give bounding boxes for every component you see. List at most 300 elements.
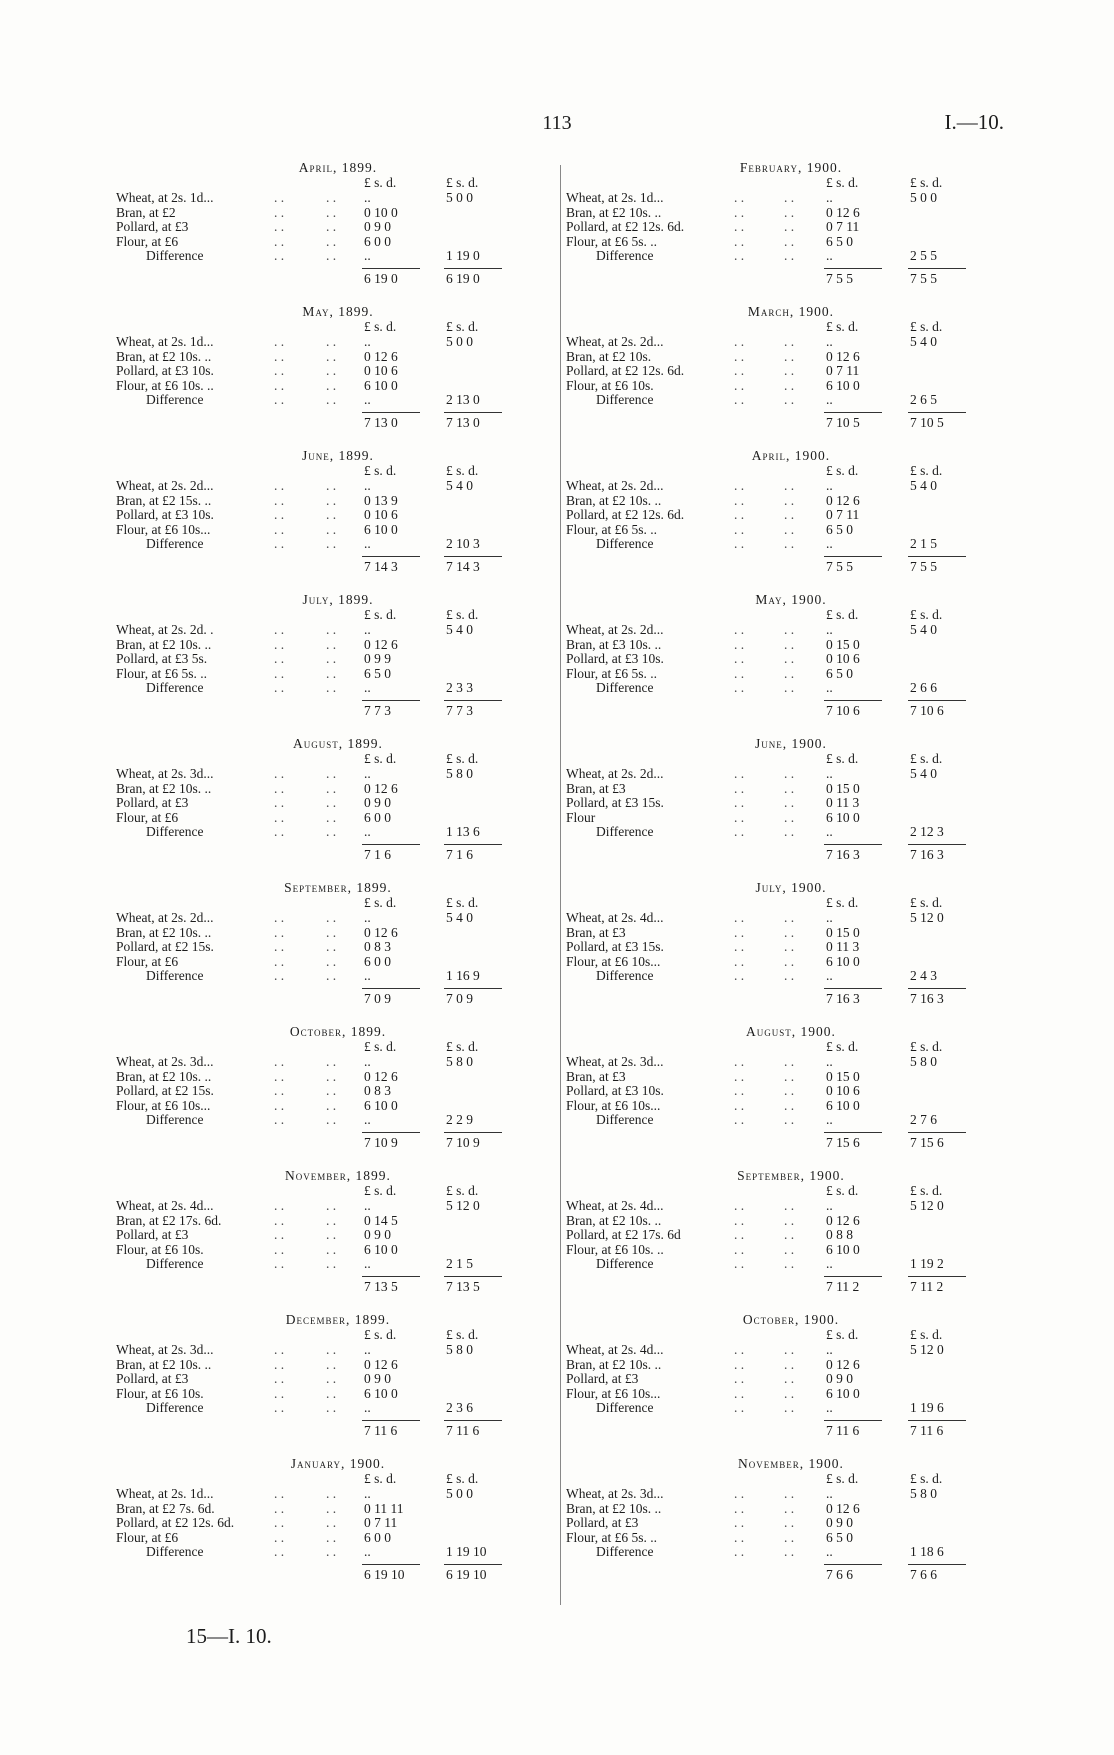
month-block [116,1024,560,1168]
item-label: Wheat, at 2s. 3d... [116,766,214,781]
leader-dots: . . [326,1500,337,1516]
item-label: Pollard, at £3 10s. [566,651,664,666]
item-label: Difference [146,680,204,695]
item-label: Bran, at £2 15s. .. [116,492,212,508]
currency-header: £ s. d. [826,895,859,910]
leader-dots: . . [734,1486,745,1501]
amount-cell: 6 5 0 [826,665,853,681]
leader-dots: . . [274,204,285,220]
leader-dots: . . [274,363,285,378]
leader-dots: . . [274,478,285,493]
currency-header: £ s. d. [910,1183,943,1198]
leader-dots: . . [784,507,795,522]
amount-cell: .. [364,680,371,695]
month-block [116,448,560,592]
leader-dots: . . [784,1544,795,1559]
amount-cell: 0 11 3 [826,795,860,810]
leader-dots: . . [326,1054,337,1069]
amount-cell: .. [826,1544,833,1559]
total-cell: 7 16 3 [826,991,860,1006]
table-row [566,1112,1016,1128]
amount-cell: 1 19 2 [910,1256,944,1271]
currency-header: £ s. d. [910,175,943,190]
leader-dots: . . [734,680,745,695]
leader-dots: . . [784,1112,795,1127]
item-label: Wheat, at 2s. 1d... [116,1486,214,1501]
amount-cell: .. [364,1544,371,1559]
sum-rule [444,1420,502,1421]
leader-dots: . . [274,665,285,681]
table-row [116,392,560,408]
leader-dots: . . [274,392,285,407]
leader-dots: . . [274,680,285,695]
total-cell: 7 5 5 [826,271,853,286]
amount-cell: 5 12 0 [910,1198,944,1213]
item-label: Wheat, at 2s. 4d... [566,1342,664,1357]
table-row [116,248,560,264]
leader-dots: . . [734,636,745,652]
amount-cell: 2 13 0 [446,392,480,407]
amount-cell: 0 12 6 [364,1356,398,1372]
table-row [116,968,560,984]
leader-dots: . . [274,924,285,940]
leader-dots: . . [326,1241,337,1257]
month-title: February, 1900. [739,160,843,175]
amount-cell: 0 8 8 [826,1227,853,1242]
leader-dots: . . [326,1083,337,1098]
amount-cell: 0 7 11 [364,1515,398,1530]
leader-dots: . . [784,795,795,810]
amount-cell: 5 0 0 [446,1486,473,1501]
leader-dots: . . [326,233,337,249]
leader-dots: . . [274,636,285,652]
amount-cell: .. [364,248,371,263]
amount-cell: 5 12 0 [910,1342,944,1357]
total-cell: 7 10 9 [364,1135,398,1150]
total-cell: 7 14 3 [364,559,398,574]
total-cell: 7 11 6 [826,1423,860,1438]
leader-dots: . . [274,1256,285,1271]
amount-cell: 0 10 0 [364,204,398,220]
leader-dots: . . [784,1054,795,1069]
leader-dots: . . [274,190,285,205]
leader-dots: . . [734,219,745,234]
item-label: Bran, at £2 10s. .. [116,636,212,652]
amount-cell: .. [364,824,371,839]
amount-cell: .. [826,334,833,349]
month-title: May, 1899. [302,304,374,319]
item-label: Bran, at £2 10s. .. [116,924,212,940]
item-label: Bran, at £3 [566,1068,626,1084]
currency-header: £ s. d. [826,463,859,478]
leader-dots: . . [274,1515,285,1530]
month-block [116,1312,560,1456]
currency-header: £ s. d. [364,1327,397,1342]
amount-cell: 5 8 0 [446,1342,473,1357]
month-block [566,880,1016,1024]
amount-cell: 0 7 11 [826,507,860,522]
amount-cell: 1 13 6 [446,824,480,839]
currency-header: £ s. d. [446,751,479,766]
leader-dots: . . [326,1515,337,1530]
item-label: Flour, at £6 10s... [566,1097,661,1113]
leader-dots: . . [274,1054,285,1069]
currency-header: £ s. d. [826,1183,859,1198]
total-cell: 7 1 6 [364,847,391,862]
leader-dots: . . [326,766,337,781]
amount-cell: 0 9 0 [364,219,391,234]
leader-dots: . . [734,363,745,378]
amount-cell: .. [826,824,833,839]
leader-dots: . . [734,1515,745,1530]
item-label: Pollard, at £2 15s. [116,939,214,954]
item-label: Bran, at £3 [566,780,626,796]
sum-rule [908,268,966,269]
leader-dots: . . [784,1371,795,1386]
amount-cell: .. [826,1486,833,1501]
item-label: Pollard, at £3 10s. [116,507,214,522]
leader-dots: . . [326,1068,337,1084]
amount-cell: .. [826,622,833,637]
table-row [116,536,560,552]
leader-dots: . . [326,492,337,508]
item-label: Bran, at £3 10s. .. [566,636,662,652]
amount-cell: 5 0 0 [446,334,473,349]
sum-rule [824,1276,882,1277]
table-row [116,1112,560,1128]
amount-cell: .. [364,334,371,349]
leader-dots: . . [734,1529,745,1545]
amount-cell: .. [826,478,833,493]
month-title: August, 1899. [293,736,383,751]
item-label: Flour, at £6 10s... [566,1385,661,1401]
sum-rule [908,1132,966,1133]
month-title: October, 1899. [289,1024,387,1039]
month-title: December, 1899. [285,1312,391,1327]
leader-dots: . . [326,968,337,983]
amount-cell: 0 9 0 [364,795,391,810]
table-row [116,824,560,840]
leader-dots: . . [274,939,285,954]
leader-dots: . . [784,1068,795,1084]
month-title: July, 1900. [755,880,827,895]
leader-dots: . . [784,1500,795,1516]
amount-cell: 1 18 6 [910,1544,944,1559]
leader-dots: . . [274,968,285,983]
currency-header: £ s. d. [446,463,479,478]
amount-cell: .. [364,1198,371,1213]
leader-dots: . . [734,1241,745,1257]
leader-dots: . . [734,622,745,637]
leader-dots: . . [784,766,795,781]
item-label: Pollard, at £3 5s. [116,651,208,666]
leader-dots: . . [784,392,795,407]
leader-dots: . . [274,809,285,825]
amount-cell: .. [826,1112,833,1127]
leader-dots: . . [326,1400,337,1415]
leader-dots: . . [734,651,745,666]
currency-header: £ s. d. [364,1039,397,1054]
total-cell: 7 7 3 [446,703,473,718]
total-cell: 7 5 5 [910,271,937,286]
item-label: Wheat, at 2s. 3d... [566,1486,664,1501]
amount-cell: .. [364,536,371,551]
sum-rule [908,844,966,845]
leader-dots: . . [734,1112,745,1127]
item-label: Wheat, at 2s. 2d... [116,910,214,925]
sum-rule [444,556,502,557]
leader-dots: . . [326,478,337,493]
document-code: I.—10. [944,110,1004,134]
month-title: July, 1899. [302,592,374,607]
currency-header: £ s. d. [364,607,397,622]
item-label: Pollard, at £2 12s. 6d. [566,219,685,234]
sum-rule [908,988,966,989]
item-label: Wheat, at 2s. 4d... [566,910,664,925]
leader-dots: . . [274,219,285,234]
sum-rule [824,412,882,413]
leader-dots: . . [734,1083,745,1098]
item-label: Pollard, at £3 [566,1515,639,1530]
amount-cell: 6 10 0 [826,953,860,969]
amount-cell: 0 14 5 [364,1212,398,1228]
month-title: January, 1900. [290,1456,386,1471]
month-title: June, 1899. [302,448,374,463]
currency-header: £ s. d. [446,607,479,622]
amount-cell: 5 12 0 [446,1198,480,1213]
leader-dots: . . [784,924,795,940]
leader-dots: . . [274,766,285,781]
leader-dots: . . [734,809,745,825]
leader-dots: . . [784,910,795,925]
total-cell: 7 14 3 [446,559,480,574]
item-label: Difference [596,1544,654,1559]
currency-header: £ s. d. [364,463,397,478]
currency-header: £ s. d. [364,1471,397,1486]
amount-cell: 0 9 0 [826,1515,853,1530]
leader-dots: . . [326,1256,337,1271]
leader-dots: . . [274,1068,285,1084]
leader-dots: . . [734,968,745,983]
leader-dots: . . [274,795,285,810]
leader-dots: . . [734,665,745,681]
total-cell: 7 11 6 [910,1423,944,1438]
leader-dots: . . [274,1083,285,1098]
leader-dots: . . [734,1371,745,1386]
item-label: Flour, at £6 5s. .. [566,521,657,537]
leader-dots: . . [734,521,745,537]
item-label: Pollard, at £3 15s. [566,795,664,810]
leader-dots: . . [734,1198,745,1213]
amount-cell: 5 4 0 [446,910,473,925]
amount-cell: .. [364,478,371,493]
month-title: November, 1900. [738,1456,844,1471]
right-column [566,160,1016,1600]
amount-cell: 1 16 9 [446,968,480,983]
month-title: October, 1900. [742,1312,840,1327]
amount-cell: 0 9 0 [364,1371,391,1386]
item-label: Wheat, at 2s. 3d... [566,1054,664,1069]
sum-rule [362,700,420,701]
item-label: Bran, at £2 17s. 6d. [116,1212,222,1228]
item-label: Bran, at £2 [116,204,176,220]
amount-cell: .. [826,248,833,263]
leader-dots: . . [326,363,337,378]
month-title: June, 1900. [755,736,827,751]
leader-dots: . . [734,780,745,796]
leader-dots: . . [734,1097,745,1113]
month-title: August, 1900. [746,1024,836,1039]
amount-cell: .. [364,392,371,407]
leader-dots: . . [274,334,285,349]
amount-cell: 6 10 0 [364,1097,398,1113]
total-cell: 7 7 3 [364,703,391,718]
item-label: Flour, at £6 5s. .. [566,665,657,681]
month-title: May, 1900. [755,592,827,607]
item-label: Pollard, at £2 17s. 6d [566,1227,681,1242]
leader-dots: . . [784,1486,795,1501]
amount-cell: 1 19 10 [446,1544,487,1559]
item-label: Pollard, at £3 10s. [116,363,214,378]
leader-dots: . . [784,1356,795,1372]
amount-cell: 0 12 6 [826,1212,860,1228]
total-cell: 7 10 9 [446,1135,480,1150]
amount-cell: 0 12 6 [364,1068,398,1084]
leader-dots: . . [274,377,285,393]
amount-cell: 5 0 0 [910,190,937,205]
currency-header: £ s. d. [364,895,397,910]
item-label: Bran, at £2 10s. .. [566,204,662,220]
sum-rule [362,844,420,845]
amount-cell: 2 12 3 [910,824,944,839]
currency-header: £ s. d. [826,1471,859,1486]
amount-cell: 2 4 3 [910,968,937,983]
amount-cell: 6 5 0 [826,521,853,537]
amount-cell: .. [364,766,371,781]
leader-dots: . . [326,780,337,796]
leader-dots: . . [784,219,795,234]
table-row [116,680,560,696]
total-cell: 7 0 9 [364,991,391,1006]
amount-cell: .. [826,680,833,695]
leader-dots: . . [326,953,337,969]
leader-dots: . . [274,1486,285,1501]
amount-cell: 5 8 0 [446,766,473,781]
item-label: Pollard, at £2 12s. 6d. [116,1515,235,1530]
month-block [566,592,1016,736]
total-cell: 7 10 6 [910,703,944,718]
amount-cell: 0 15 0 [826,924,860,940]
item-label: Difference [146,824,204,839]
leader-dots: . . [784,521,795,537]
leader-dots: . . [784,636,795,652]
total-cell: 7 5 5 [910,559,937,574]
total-cell: 7 11 6 [364,1423,398,1438]
amount-cell: 0 12 6 [364,636,398,652]
leader-dots: . . [784,1529,795,1545]
currency-header: £ s. d. [364,751,397,766]
leader-dots: . . [734,910,745,925]
amount-cell: 2 1 5 [446,1256,473,1271]
item-label: Wheat, at 2s. 2d... [116,478,214,493]
leader-dots: . . [784,809,795,825]
item-label: Wheat, at 2s. 2d... [566,334,664,349]
item-label: Flour, at £6 5s. .. [566,233,657,249]
amount-cell: .. [826,766,833,781]
table-row [566,536,1016,552]
amount-cell: 6 0 0 [364,809,391,825]
currency-header: £ s. d. [826,607,859,622]
leader-dots: . . [274,1500,285,1516]
currency-header: £ s. d. [910,1039,943,1054]
amount-cell: 6 10 0 [826,1385,860,1401]
item-label: Flour, at £6 10s. .. [116,377,214,393]
item-label: Difference [146,1112,204,1127]
leader-dots: . . [326,636,337,652]
currency-header: £ s. d. [910,895,943,910]
amount-cell: 0 9 0 [826,1371,853,1386]
item-label: Pollard, at £3 [116,795,189,810]
amount-cell: 5 4 0 [446,622,473,637]
amount-cell: 0 7 11 [826,219,860,234]
amount-cell: .. [826,190,833,205]
leader-dots: . . [274,1112,285,1127]
item-label: Flour [566,809,596,825]
leader-dots: . . [784,824,795,839]
amount-cell: .. [364,1342,371,1357]
sum-rule [444,268,502,269]
item-label: Pollard, at £2 15s. [116,1083,214,1098]
item-label: Bran, at £2 10s. [566,348,652,364]
item-label: Difference [146,536,204,551]
amount-cell: 5 12 0 [910,910,944,925]
sum-rule [908,700,966,701]
item-label: Wheat, at 2s. 2d... [566,478,664,493]
item-label: Wheat, at 2s. 2d. . [116,622,214,637]
amount-cell: 5 8 0 [446,1054,473,1069]
amount-cell: 0 8 3 [364,939,391,954]
item-label: Difference [596,248,654,263]
currency-header: £ s. d. [446,895,479,910]
amount-cell: 5 0 0 [446,190,473,205]
currency-header: £ s. d. [446,1039,479,1054]
leader-dots: . . [734,478,745,493]
amount-cell: 0 10 6 [826,1083,860,1098]
item-label: Wheat, at 2s. 3d... [116,1054,214,1069]
leader-dots: . . [326,219,337,234]
leader-dots: . . [326,348,337,364]
sum-rule [444,412,502,413]
amount-cell: 0 11 11 [364,1500,404,1516]
item-label: Pollard, at £3 [116,1371,189,1386]
amount-cell: .. [826,1400,833,1415]
total-cell: 7 10 5 [910,415,944,430]
month-block [566,160,1016,304]
sum-rule [444,1564,502,1565]
amount-cell: 6 10 0 [826,1097,860,1113]
leader-dots: . . [274,507,285,522]
month-title: March, 1900. [747,304,835,319]
item-label: Wheat, at 2s. 4d... [566,1198,664,1213]
amount-cell: 0 12 6 [826,1356,860,1372]
sum-rule [362,412,420,413]
item-label: Bran, at £2 10s. .. [116,348,212,364]
item-label: Flour, at £6 5s. .. [566,1529,657,1545]
leader-dots: . . [784,1256,795,1271]
month-block [566,304,1016,448]
leader-dots: . . [326,795,337,810]
amount-cell: 2 2 9 [446,1112,473,1127]
